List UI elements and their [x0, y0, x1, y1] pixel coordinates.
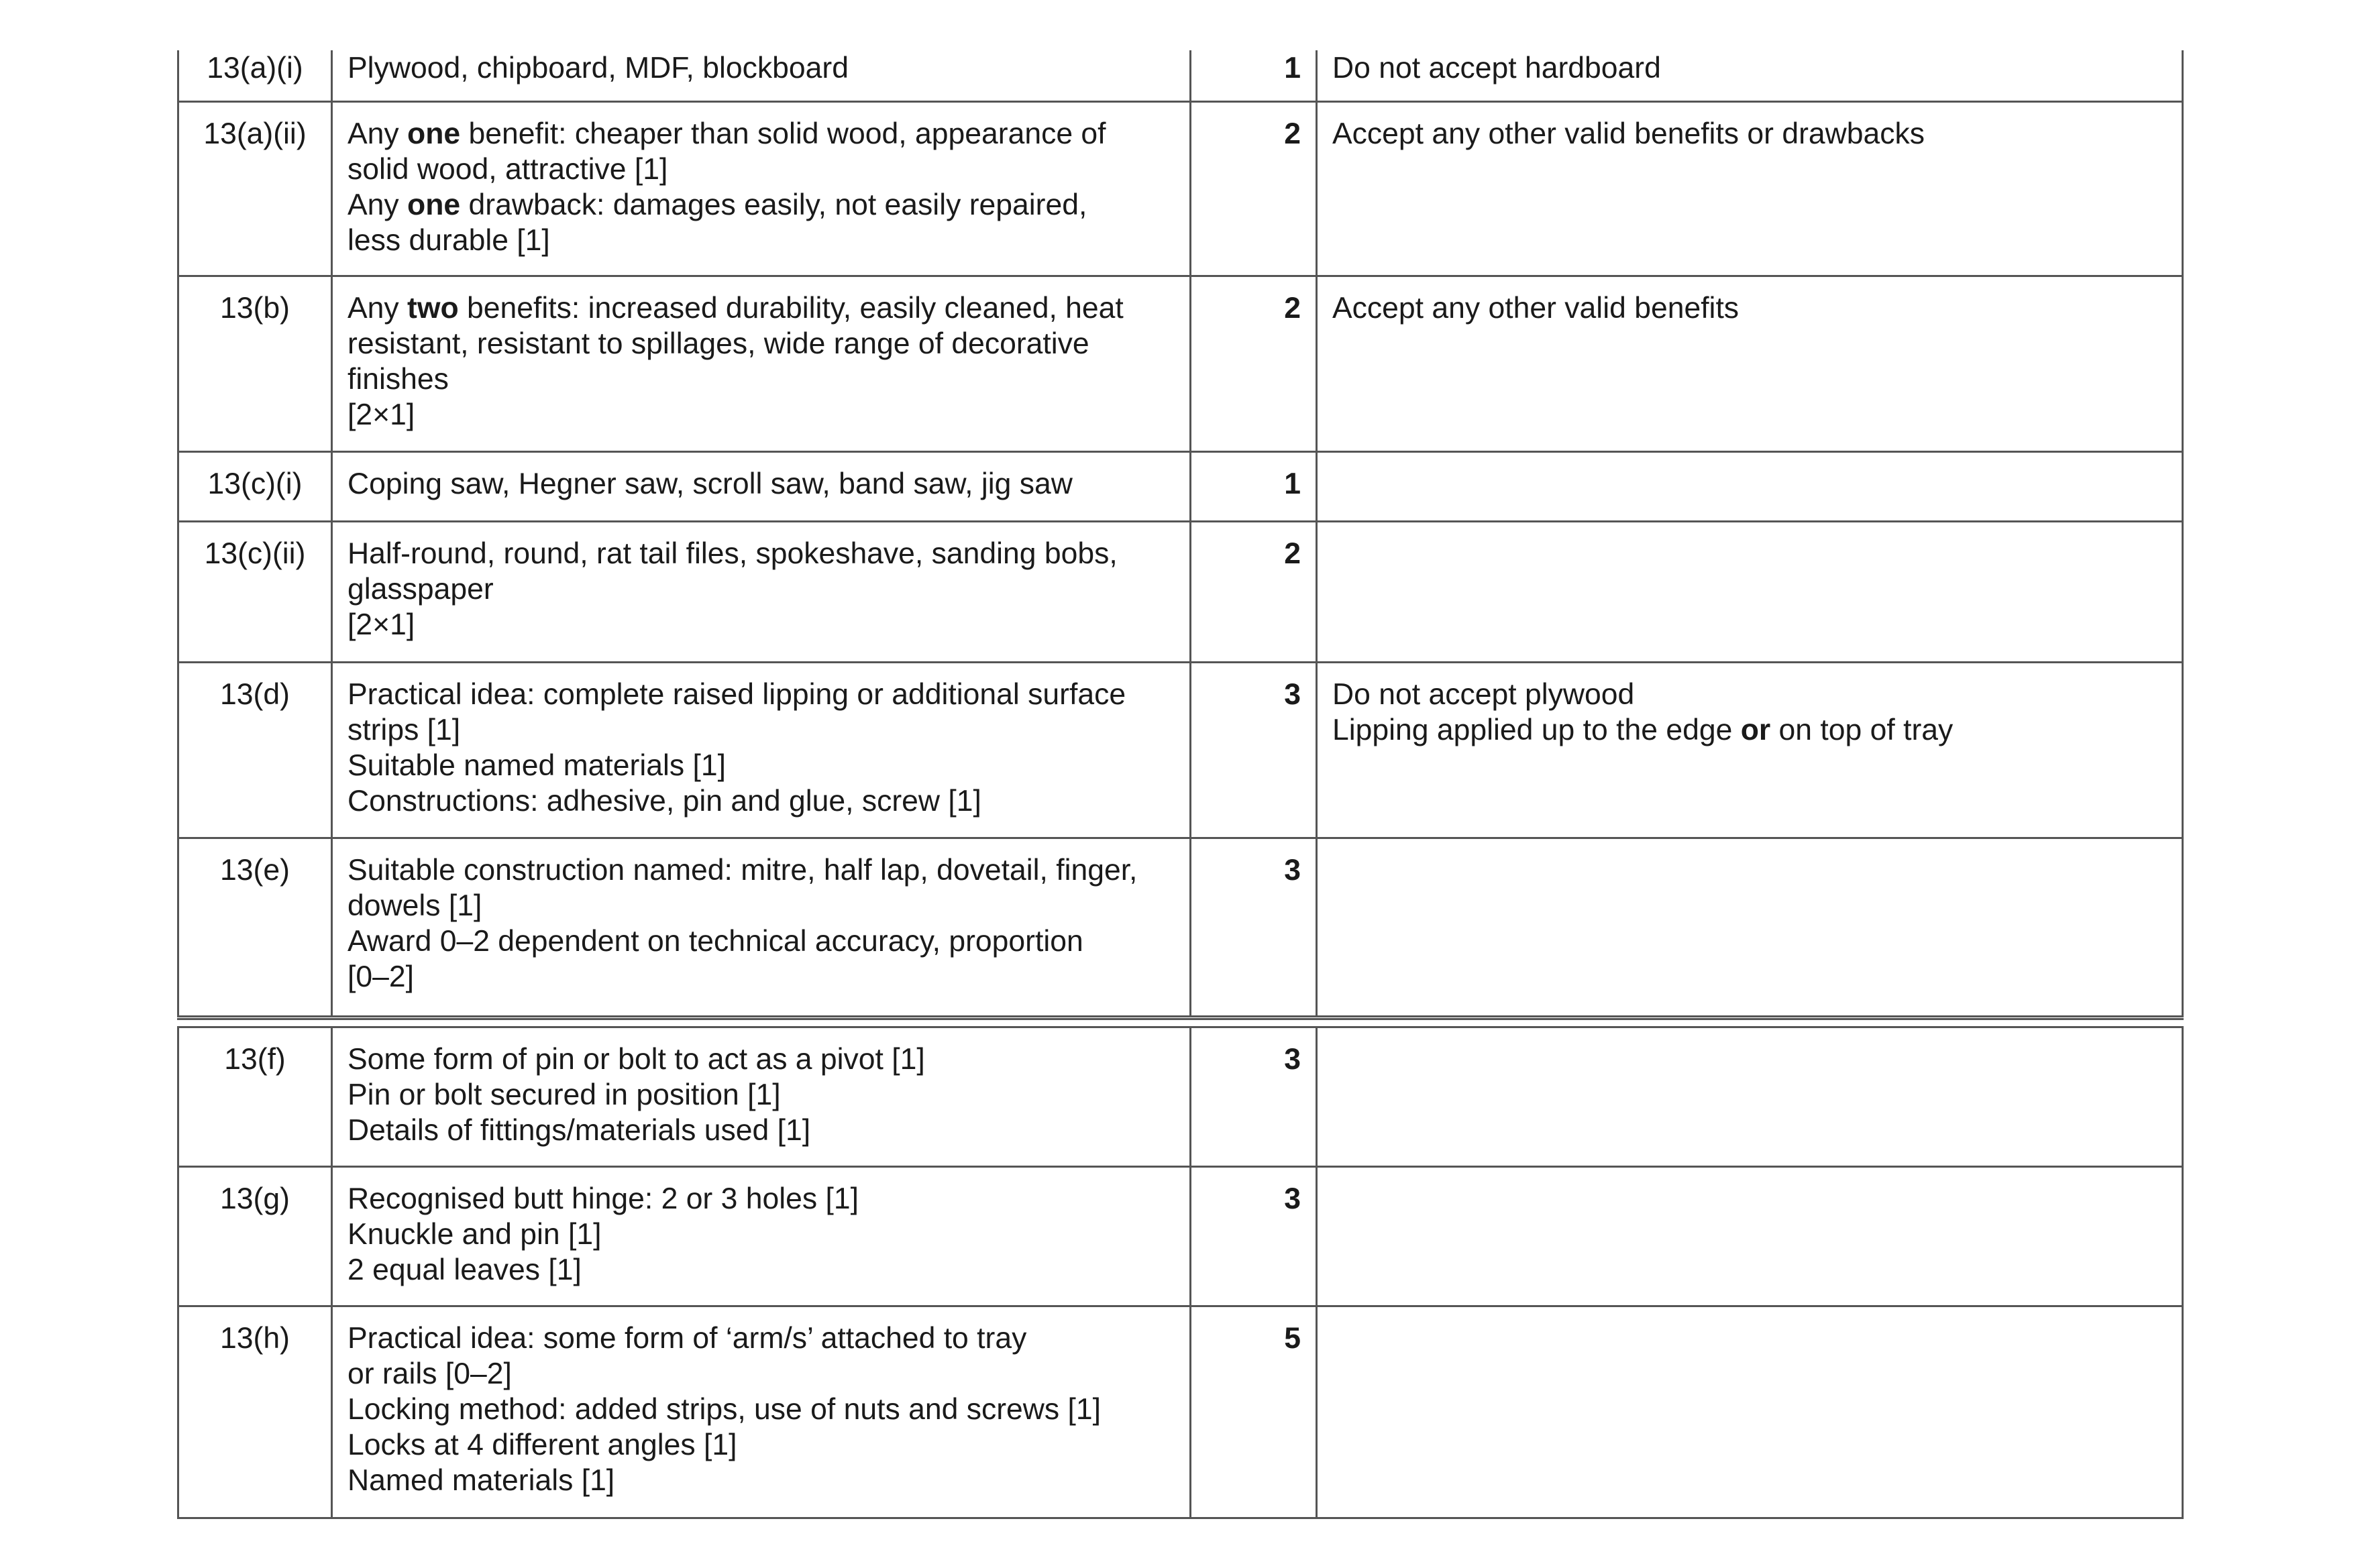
text-run: Recognised butt hinge: 2 or 3 holes [1] [347, 1182, 859, 1215]
text-line [1332, 50, 2167, 86]
text-line [1332, 116, 2167, 152]
marks-cell: 2 [1191, 101, 1317, 276]
mark-scheme-table-lower [177, 1026, 2184, 1519]
text-line [347, 116, 1175, 152]
text-run: dowels [1] [347, 889, 482, 922]
guidance-cell [1317, 50, 2183, 101]
text-line [347, 571, 1175, 607]
answer-cell [332, 1306, 1191, 1518]
text-run: [2×1] [347, 608, 415, 641]
marks-cell: 3 [1191, 838, 1317, 1016]
text-run: finishes [347, 362, 449, 396]
text-run: Named materials [1] [347, 1464, 615, 1497]
table-body-upper [178, 50, 2183, 1016]
marks-cell: 3 [1191, 1167, 1317, 1306]
text-run: resistant, resistant to spillages, wide range of decorative [347, 327, 1089, 360]
text-run: less durable [1] [347, 223, 550, 257]
bold-text: or [1740, 713, 1771, 746]
text-line [347, 712, 1175, 748]
text-run: Locking method: added strips, use of nuts and screws [1] [347, 1393, 1102, 1426]
marks-cell: 5 [1191, 1306, 1317, 1518]
text-line [347, 361, 1175, 397]
answer-cell [332, 276, 1191, 451]
text-run: Half-round, round, rat tail files, spokeshave, sanding bobs, [347, 537, 1118, 570]
text-run: Accept any other valid benefits or drawbacks [1332, 117, 1925, 150]
marks-cell: 2 [1191, 521, 1317, 662]
text-line [347, 783, 1175, 819]
marks-cell: 1 [1191, 50, 1317, 101]
text-line [1332, 290, 2167, 326]
text-line [347, 1392, 1175, 1427]
table-row [178, 276, 2183, 451]
answer-cell [332, 662, 1191, 838]
text-run: glasspaper [347, 572, 494, 606]
text-line [347, 290, 1175, 326]
text-run: Pin or bolt secured in position [1] [347, 1078, 781, 1111]
text-line [1332, 677, 2167, 712]
answer-cell [332, 1027, 1191, 1167]
text-run: [2×1] [347, 398, 415, 431]
answer-cell [332, 101, 1191, 276]
text-line [347, 959, 1175, 995]
table-row [178, 50, 2183, 101]
question-number: 13(a)(ii) [178, 101, 332, 276]
text-line [347, 852, 1175, 888]
text-line [347, 223, 1175, 258]
text-line [347, 748, 1175, 783]
text-line [347, 923, 1175, 959]
answer-cell [332, 451, 1191, 521]
question-number: 13(f) [178, 1027, 332, 1167]
table-row [178, 838, 2183, 1016]
guidance-cell [1317, 451, 2183, 521]
table-row [178, 101, 2183, 276]
text-line [347, 1042, 1175, 1077]
text-run: Lipping applied up to the edge [1332, 713, 1741, 746]
text-run: Any [347, 188, 408, 221]
text-line [347, 1217, 1175, 1252]
text-line [347, 1427, 1175, 1463]
guidance-cell [1317, 1306, 2183, 1518]
text-line [347, 397, 1175, 433]
marks-cell: 1 [1191, 451, 1317, 521]
text-line [347, 1321, 1175, 1356]
text-run: Award 0–2 dependent on technical accuracy, proportion [347, 924, 1083, 958]
guidance-cell [1317, 276, 2183, 451]
table-row [178, 451, 2183, 521]
text-line [347, 888, 1175, 923]
text-run: [0–2] [347, 960, 414, 993]
text-line [347, 1463, 1175, 1498]
question-number: 13(c)(ii) [178, 521, 332, 662]
question-number: 13(e) [178, 838, 332, 1016]
text-line [347, 152, 1175, 187]
text-line [347, 536, 1175, 571]
text-run: Accept any other valid benefits [1332, 291, 1740, 325]
guidance-cell [1317, 101, 2183, 276]
table-row [178, 1027, 2183, 1167]
text-run: strips [1] [347, 713, 461, 746]
bold-text: two [407, 291, 459, 325]
marks-cell: 3 [1191, 662, 1317, 838]
question-number: 13(d) [178, 662, 332, 838]
text-line [1332, 712, 2167, 748]
bold-text: one [407, 188, 461, 221]
text-run: Do not accept plywood [1332, 677, 1635, 711]
question-number: 13(h) [178, 1306, 332, 1518]
text-line [347, 1077, 1175, 1113]
guidance-cell [1317, 838, 2183, 1016]
text-run: drawback: damages easily, not easily repaired, [460, 188, 1087, 221]
text-run: Any [347, 291, 408, 325]
text-run: Details of fittings/materials used [1] [347, 1114, 811, 1147]
text-run: benefits: increased durability, easily cleaned, heat [458, 291, 1124, 325]
guidance-cell [1317, 521, 2183, 662]
text-run: on top of tray [1770, 713, 1954, 746]
text-line [347, 1181, 1175, 1217]
table-row [178, 521, 2183, 662]
answer-cell [332, 521, 1191, 662]
answer-cell [332, 838, 1191, 1016]
text-run: benefit: cheaper than solid wood, appearance of [460, 117, 1106, 150]
table-body-lower [178, 1027, 2183, 1518]
text-line [347, 50, 1175, 86]
text-line [347, 1252, 1175, 1288]
text-run: Coping saw, Hegner saw, scroll saw, band saw, jig saw [347, 467, 1073, 500]
table-row [178, 1167, 2183, 1306]
text-run: Suitable named materials [1] [347, 748, 726, 782]
mark-scheme-table-upper [177, 50, 2184, 1017]
table-row [178, 1306, 2183, 1518]
text-run: or rails [0–2] [347, 1357, 512, 1390]
text-run: Do not accept hardboard [1332, 52, 1661, 85]
text-line [347, 677, 1175, 712]
text-line [347, 1113, 1175, 1148]
bold-text: one [407, 117, 461, 150]
text-run: Practical idea: some form of ‘arm/s’ attached to tray [347, 1322, 1027, 1355]
question-number: 13(a)(i) [178, 50, 332, 101]
text-line [347, 466, 1175, 502]
table-row [178, 662, 2183, 838]
answer-cell [332, 50, 1191, 101]
text-run: Knuckle and pin [1] [347, 1218, 602, 1251]
question-number: 13(b) [178, 276, 332, 451]
text-run: Plywood, chipboard, MDF, blockboard [347, 52, 849, 85]
marks-cell: 3 [1191, 1027, 1317, 1167]
text-run: Practical idea: complete raised lipping or additional surface [347, 677, 1126, 711]
question-number: 13(c)(i) [178, 451, 332, 521]
text-line [347, 607, 1175, 642]
text-run: 2 equal leaves [1] [347, 1253, 582, 1286]
answer-cell [332, 1167, 1191, 1306]
guidance-cell [1317, 662, 2183, 838]
text-run: solid wood, attractive [1] [347, 152, 668, 186]
text-run: Some form of pin or bolt to act as a pivot [1] [347, 1043, 925, 1076]
text-line [347, 326, 1175, 361]
question-number: 13(g) [178, 1167, 332, 1306]
marks-cell: 2 [1191, 276, 1317, 451]
text-run: Locks at 4 different angles [1] [347, 1429, 737, 1461]
text-run: Any [347, 117, 408, 150]
text-line [347, 187, 1175, 223]
text-run: Constructions: adhesive, pin and glue, screw [1] [347, 784, 981, 818]
text-line [347, 1356, 1175, 1392]
guidance-cell [1317, 1167, 2183, 1306]
text-run: Suitable construction named: mitre, half lap, dovetail, finger, [347, 853, 1138, 887]
guidance-cell [1317, 1027, 2183, 1167]
